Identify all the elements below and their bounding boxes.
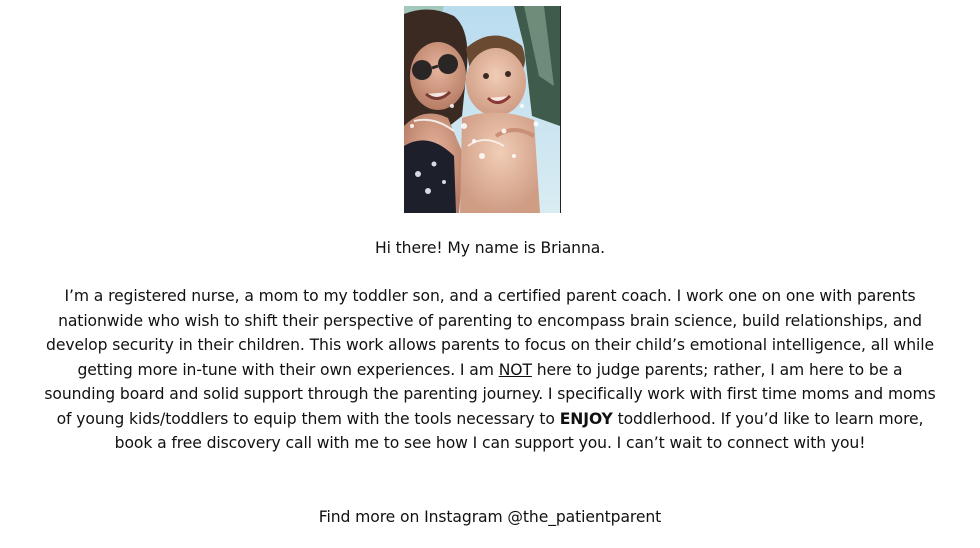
bio-paragraph	[40, 284, 940, 456]
bio-not-emphasis: NOT	[498, 360, 532, 379]
bio-text-part3: toddlerhood. If you’d like to learn more, book a free discovery call with me to see how I can support you. I can’t wait to connect with you!	[114, 409, 924, 452]
bio-text-part2: here to judge parents; rather, I am here to be a sounding board and solid support through the parenting journey. I specifically work with first time moms and moms of young kids/toddlers to equip them with the tools necessary to	[44, 360, 936, 428]
greeting-heading: Hi there! My name is Brianna.	[374, 239, 606, 257]
bio-text-part1: I’m a registered nurse, a mom to my toddler son, and a certified parent coach. I work one on one with parents nationwide who wish to shift their perspective of parenting to encompass brain science, build relationships, and develop security in their children. This work allows parents to focus on their child’s emotional intelligence, all while getting more in-tune with their own experiences. I am	[46, 287, 934, 379]
profile-photo	[404, 6, 561, 213]
mother-and-son-photo	[404, 6, 560, 213]
instagram-line: Find more on Instagram @the_patientparent	[318, 508, 662, 526]
bio-enjoy-emphasis: ENJOY	[559, 409, 613, 428]
